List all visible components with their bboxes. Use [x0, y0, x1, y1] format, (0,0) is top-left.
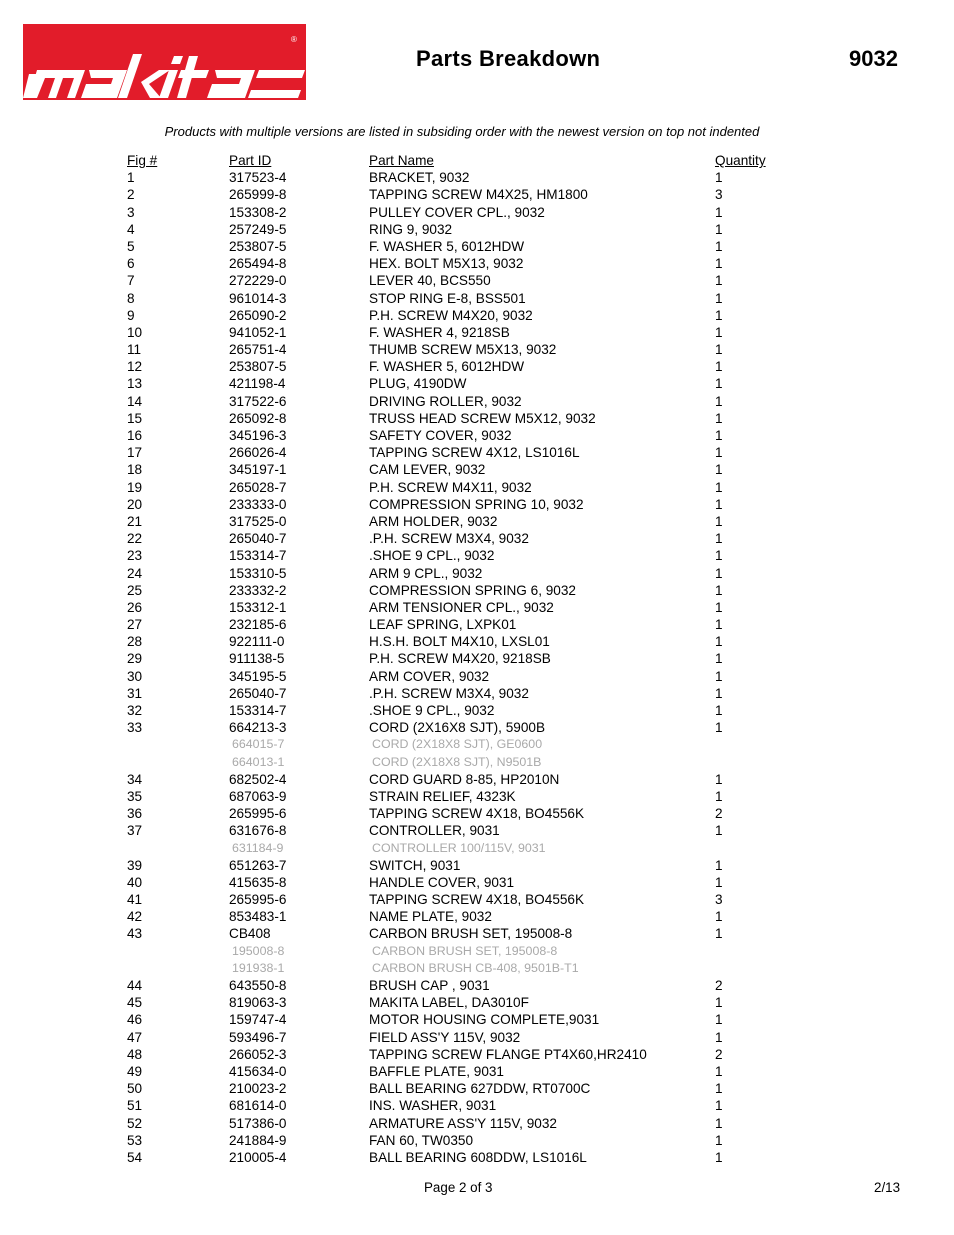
part-name-cell: ARMATURE ASS'Y 115V, 9032	[369, 1115, 557, 1131]
table-row	[0, 1149, 954, 1166]
part-id-cell: 272229-0	[229, 273, 287, 289]
part-id-cell: 317525-0	[229, 513, 287, 529]
table-row	[0, 272, 954, 289]
quantity-cell: 1	[715, 513, 723, 529]
quantity-cell: 1	[715, 221, 723, 237]
quantity-cell: 1	[715, 1081, 723, 1097]
quantity-cell: 2	[715, 806, 723, 822]
part-name-cell: TAPPING SCREW 4X12, LS1016L	[369, 445, 580, 461]
fig-cell: 54	[127, 1149, 143, 1165]
quantity-cell: 1	[715, 703, 723, 718]
quantity-cell: 1	[715, 1098, 723, 1114]
fig-cell: 10	[127, 324, 143, 340]
part-name-cell: P.H. SCREW M4X11, 9032	[369, 479, 532, 495]
part-name-cell: TAPPING SCREW 4X18, BO4556K	[369, 806, 585, 822]
part-name-cell: ARM TENSIONER CPL., 9032	[369, 599, 554, 615]
part-id-cell: 233333-0	[229, 496, 287, 512]
header-part-id: Part ID	[229, 153, 272, 168]
table-row	[0, 977, 954, 994]
table-row	[0, 393, 954, 410]
quantity-cell: 1	[715, 273, 723, 289]
table-row	[0, 994, 954, 1011]
quantity-cell: 1	[715, 359, 723, 375]
part-id-cell: 643550-8	[229, 978, 287, 993]
page-title: Parts Breakdown	[416, 46, 601, 71]
quantity-cell: 1	[715, 995, 723, 1011]
table-row-alt-version	[0, 840, 954, 857]
part-name-cell: CORD GUARD 8-85, HP2010N	[369, 771, 560, 787]
part-name-cell: DRIVING ROLLER, 9032	[369, 393, 522, 409]
fig-cell: 29	[127, 651, 143, 667]
part-name-cell: BALL BEARING 608DDW, LS1016L	[369, 1149, 587, 1165]
part-name-cell: COMPRESSION SPRING 6, 9032	[369, 582, 576, 598]
fig-cell: 46	[127, 1012, 143, 1028]
part-name-cell: STRAIN RELIEF, 4323K	[369, 788, 516, 804]
header-fig: Fig #	[127, 153, 158, 168]
fig-cell: 18	[127, 462, 143, 478]
table-row	[0, 599, 954, 616]
fig-cell: 42	[127, 909, 143, 925]
registered-mark: ®	[291, 35, 297, 44]
table-row	[0, 633, 954, 650]
table-row	[0, 341, 954, 358]
part-id-cell: 195008-8	[232, 943, 285, 958]
quantity-cell: 1	[715, 548, 723, 564]
table-header	[0, 152, 954, 169]
table-row	[0, 719, 954, 736]
part-id-cell: CB408	[229, 926, 271, 942]
part-name-cell: BRACKET, 9032	[369, 170, 470, 186]
part-id-cell: 265090-2	[229, 307, 287, 323]
quantity-cell: 1	[715, 926, 723, 942]
part-id-cell: 153314-7	[229, 548, 287, 564]
part-id-cell: 664013-1	[232, 754, 285, 769]
fig-cell: 25	[127, 582, 143, 598]
table-row	[0, 204, 954, 221]
part-id-cell: 922111-0	[229, 634, 285, 650]
table-row	[0, 444, 954, 461]
quantity-cell: 1	[715, 1132, 723, 1148]
part-name-cell: CONTROLLER 100/115V, 9031	[372, 840, 546, 855]
fig-cell: 2	[127, 187, 135, 203]
part-name-cell: FAN 60, TW0350	[369, 1132, 474, 1148]
table-row-alt-version	[0, 754, 954, 771]
table-row	[0, 771, 954, 788]
part-id-cell: 941052-1	[229, 324, 287, 340]
fig-cell: 13	[127, 376, 143, 392]
table-row	[0, 1097, 954, 1114]
part-name-cell: F. WASHER 5, 6012HDW	[369, 238, 525, 254]
quantity-cell: 1	[715, 238, 723, 254]
header-part-name: Part Name	[369, 153, 434, 168]
table-row	[0, 1080, 954, 1097]
part-name-cell: STOP RING E-8, BSS501	[369, 290, 526, 306]
fig-cell: 33	[127, 720, 143, 736]
fig-cell: 26	[127, 599, 143, 615]
quantity-cell: 1	[715, 290, 723, 306]
part-id-cell: 651263-7	[229, 857, 287, 873]
part-id-cell: 421198-4	[229, 376, 286, 392]
makita-logo-mark	[23, 24, 306, 100]
part-name-cell: CORD (2X16X8 SJT), 5900B	[369, 720, 546, 736]
quantity-cell: 1	[715, 479, 723, 495]
table-row	[0, 530, 954, 547]
part-id-cell: 819063-3	[229, 995, 287, 1011]
part-name-cell: .P.H. SCREW M3X4, 9032	[369, 685, 529, 701]
page-number: Page 2 of 3	[424, 1180, 493, 1195]
quantity-cell: 3	[715, 892, 723, 908]
quantity-cell: 1	[715, 376, 723, 392]
fig-cell: 19	[127, 479, 143, 495]
table-row	[0, 1115, 954, 1132]
quantity-cell: 1	[715, 204, 723, 220]
fig-cell: 43	[127, 926, 143, 942]
part-id-cell: 265040-7	[229, 531, 287, 547]
quantity-cell: 1	[715, 393, 723, 409]
part-id-cell: 265028-7	[229, 479, 287, 495]
fig-cell: 24	[127, 565, 143, 581]
table-row	[0, 461, 954, 478]
part-name-cell: HANDLE COVER, 9031	[369, 874, 515, 890]
part-id-cell: 664213-3	[229, 720, 287, 736]
header-quantity: Quantity	[715, 153, 766, 168]
part-name-cell: CORD (2X18X8 SJT), GE0600	[372, 737, 543, 752]
quantity-cell: 1	[715, 651, 723, 667]
part-name-cell: MAKITA LABEL, DA3010F	[369, 995, 529, 1011]
table-row	[0, 668, 954, 685]
quantity-cell: 1	[715, 857, 723, 873]
table-row	[0, 169, 954, 186]
fig-cell: 45	[127, 995, 143, 1011]
quantity-cell: 1	[715, 428, 723, 443]
fig-cell: 17	[127, 445, 143, 461]
part-name-cell: .SHOE 9 CPL., 9032	[369, 548, 495, 564]
quantity-cell: 1	[715, 1149, 723, 1165]
table-row	[0, 186, 954, 203]
fig-cell: 21	[127, 513, 143, 529]
part-name-cell: ARM COVER, 9032	[369, 668, 490, 684]
table-row	[0, 1011, 954, 1028]
part-name-cell: CARBON BRUSH CB-408, 9501B-T1	[372, 960, 579, 975]
part-id-cell: 345196-3	[229, 428, 287, 443]
part-name-cell: INS. WASHER, 9031	[369, 1098, 497, 1114]
part-name-cell: CAM LEVER, 9032	[369, 462, 486, 478]
table-row	[0, 582, 954, 599]
fig-cell: 3	[127, 204, 135, 220]
fig-cell: 28	[127, 634, 143, 650]
table-row	[0, 513, 954, 530]
part-name-cell: BALL BEARING 627DDW, RT0700C	[369, 1081, 591, 1097]
quantity-cell: 1	[715, 1063, 723, 1079]
part-id-cell: 631184-9	[232, 840, 284, 855]
table-row	[0, 1046, 954, 1063]
part-name-cell: ARM HOLDER, 9032	[369, 513, 498, 529]
part-name-cell: P.H. SCREW M4X20, 9218SB	[369, 651, 551, 667]
table-row	[0, 221, 954, 238]
fig-cell: 11	[127, 342, 142, 358]
quantity-cell: 1	[715, 1029, 723, 1045]
part-id-cell: 253807-5	[229, 238, 287, 254]
quantity-cell: 2	[715, 978, 723, 993]
part-id-cell: 265040-7	[229, 685, 287, 701]
quantity-cell: 1	[715, 720, 723, 736]
part-name-cell: LEAF SPRING, LXPK01	[369, 617, 517, 633]
table-row	[0, 324, 954, 341]
part-name-cell: THUMB SCREW M5X13, 9032	[369, 342, 557, 358]
fig-cell: 27	[127, 617, 143, 633]
part-id-cell: 153314-7	[229, 703, 287, 718]
part-id-cell: 232185-6	[229, 617, 287, 633]
quantity-cell: 1	[715, 874, 723, 890]
part-id-cell: 210023-2	[229, 1081, 287, 1097]
part-id-cell: 191938-1	[232, 960, 285, 975]
quantity-cell: 1	[715, 462, 723, 478]
table-row	[0, 857, 954, 874]
makita-logo	[23, 24, 306, 100]
part-name-cell: .P.H. SCREW M3X4, 9032	[369, 531, 529, 547]
fig-cell: 41	[127, 892, 143, 908]
part-id-cell: 345195-5	[229, 668, 287, 684]
revision-date: 2/13	[874, 1180, 901, 1195]
part-id-cell: 961014-3	[229, 290, 287, 306]
fig-cell: 15	[127, 410, 143, 426]
part-name-cell: SAFETY COVER, 9032	[369, 428, 512, 443]
part-name-cell: MOTOR HOUSING COMPLETE,9031	[369, 1012, 600, 1028]
part-name-cell: BAFFLE PLATE, 9031	[369, 1063, 504, 1079]
table-row	[0, 358, 954, 375]
part-name-cell: HEX. BOLT M5X13, 9032	[369, 256, 524, 272]
quantity-cell: 1	[715, 324, 723, 340]
quantity-cell: 1	[715, 771, 723, 787]
quantity-cell: 1	[715, 445, 723, 461]
part-name-cell: TAPPING SCREW FLANGE PT4X60,HR2410	[369, 1046, 647, 1062]
quantity-cell: 1	[715, 565, 723, 581]
part-id-cell: 266052-3	[229, 1046, 287, 1062]
part-id-cell: 265999-8	[229, 187, 287, 203]
part-id-cell: 153312-1	[229, 599, 287, 615]
part-name-cell: CORD (2X18X8 SJT), N9501B	[372, 754, 542, 769]
part-id-cell: 233332-2	[229, 582, 287, 598]
fig-cell: 6	[127, 256, 135, 272]
fig-cell: 40	[127, 874, 143, 890]
part-name-cell: FIELD ASS'Y 115V, 9032	[369, 1029, 521, 1045]
fig-cell: 49	[127, 1063, 143, 1079]
quantity-cell: 1	[715, 410, 723, 426]
part-name-cell: COMPRESSION SPRING 10, 9032	[369, 496, 584, 512]
fig-cell: 37	[127, 823, 143, 839]
quantity-cell: 1	[715, 788, 723, 804]
part-id-cell: 253807-5	[229, 359, 287, 375]
fig-cell: 1	[127, 170, 135, 186]
fig-cell: 14	[127, 393, 143, 409]
fig-cell: 9	[127, 307, 135, 323]
quantity-cell: 1	[715, 1012, 723, 1028]
part-name-cell: TRUSS HEAD SCREW M5X12, 9032	[369, 410, 596, 426]
table-row	[0, 685, 954, 702]
table-row-alt-version	[0, 960, 954, 977]
table-row	[0, 375, 954, 392]
fig-cell: 50	[127, 1081, 143, 1097]
part-id-cell: 159747-4	[229, 1012, 287, 1028]
fig-cell: 8	[127, 290, 135, 306]
part-name-cell: BRUSH CAP , 9031	[369, 978, 490, 993]
part-id-cell: 415635-8	[229, 874, 287, 890]
part-id-cell: 265092-8	[229, 410, 287, 426]
part-id-cell: 266026-4	[229, 445, 287, 461]
fig-cell: 36	[127, 806, 143, 822]
part-name-cell: H.S.H. BOLT M4X10, LXSL01	[369, 634, 550, 650]
table-row	[0, 702, 954, 719]
version-note: Products with multiple versions are listed in subsiding order with the newest version on top not indented	[164, 124, 760, 139]
table-body	[0, 169, 954, 1166]
fig-cell: 51	[127, 1098, 143, 1114]
table-row	[0, 427, 954, 444]
table-row	[0, 1063, 954, 1080]
part-name-cell: .SHOE 9 CPL., 9032	[369, 703, 495, 718]
table-row	[0, 891, 954, 908]
part-id-cell: 911138-5	[229, 651, 285, 667]
fig-cell: 35	[127, 788, 143, 804]
part-id-cell: 664015-7	[232, 737, 285, 752]
part-name-cell: TAPPING SCREW M4X25, HM1800	[369, 187, 588, 203]
table-row	[0, 805, 954, 822]
fig-cell: 16	[127, 428, 143, 443]
part-id-cell: 317522-6	[229, 393, 287, 409]
part-id-cell: 265995-6	[229, 806, 287, 822]
part-id-cell: 265751-4	[229, 342, 287, 358]
fig-cell: 30	[127, 668, 143, 684]
fig-cell: 5	[127, 238, 135, 254]
part-id-cell: 517386-0	[229, 1115, 287, 1131]
table-row	[0, 874, 954, 891]
part-name-cell: P.H. SCREW M4X20, 9032	[369, 307, 533, 323]
part-id-cell: 153308-2	[229, 204, 287, 220]
table-row	[0, 788, 954, 805]
quantity-cell: 1	[715, 531, 723, 547]
fig-cell: 53	[127, 1132, 143, 1148]
part-id-cell: 257249-5	[229, 221, 287, 237]
part-id-cell: 153310-5	[229, 565, 287, 581]
table-row	[0, 1132, 954, 1149]
part-name-cell: TAPPING SCREW 4X18, BO4556K	[369, 892, 585, 908]
quantity-cell: 1	[715, 634, 723, 650]
part-name-cell: LEVER 40, BCS550	[369, 273, 491, 289]
table-row	[0, 255, 954, 272]
part-id-cell: 265995-6	[229, 892, 287, 908]
part-id-cell: 681614-0	[229, 1098, 287, 1114]
part-name-cell: F. WASHER 4, 9218SB	[369, 324, 510, 340]
part-name-cell: SWITCH, 9031	[369, 857, 461, 873]
table-row	[0, 650, 954, 667]
quantity-cell: 1	[715, 599, 723, 615]
quantity-cell: 1	[715, 342, 723, 358]
fig-cell: 44	[127, 978, 143, 993]
quantity-cell: 1	[715, 307, 723, 323]
part-name-cell: RING 9, 9032	[369, 221, 453, 237]
part-id-cell: 682502-4	[229, 771, 287, 787]
part-name-cell: PLUG, 4190DW	[369, 376, 467, 392]
fig-cell: 31	[127, 685, 143, 701]
table-row	[0, 496, 954, 513]
fig-cell: 20	[127, 496, 143, 512]
table-row-alt-version	[0, 943, 954, 960]
quantity-cell: 1	[715, 685, 723, 701]
part-name-cell: CARBON BRUSH SET, 195008-8	[369, 926, 573, 942]
quantity-cell: 1	[715, 823, 723, 839]
table-row-alt-version	[0, 736, 954, 753]
fig-cell: 52	[127, 1115, 143, 1131]
part-id-cell: 210005-4	[229, 1149, 287, 1165]
table-row	[0, 1029, 954, 1046]
fig-cell: 22	[127, 531, 143, 547]
part-name-cell: NAME PLATE, 9032	[369, 909, 492, 925]
parts-table	[0, 152, 954, 1166]
quantity-cell: 3	[715, 187, 723, 203]
part-id-cell: 593496-7	[229, 1029, 287, 1045]
fig-cell: 12	[127, 359, 143, 375]
part-name-cell: F. WASHER 5, 6012HDW	[369, 359, 525, 375]
fig-cell: 4	[127, 221, 135, 237]
part-id-cell: 853483-1	[229, 909, 287, 925]
table-row	[0, 238, 954, 255]
part-id-cell: 415634-0	[229, 1063, 287, 1079]
quantity-cell: 2	[715, 1046, 723, 1062]
fig-cell: 47	[127, 1029, 143, 1045]
quantity-cell: 1	[715, 617, 723, 633]
part-id-cell: 345197-1	[229, 462, 287, 478]
table-row	[0, 290, 954, 307]
part-name-cell: CARBON BRUSH SET, 195008-8	[372, 943, 558, 958]
fig-cell: 7	[127, 273, 135, 289]
part-id-cell: 265494-8	[229, 256, 287, 272]
quantity-cell: 1	[715, 668, 723, 684]
fig-cell: 39	[127, 857, 143, 873]
part-name-cell: ARM 9 CPL., 9032	[369, 565, 483, 581]
table-row	[0, 616, 954, 633]
part-name-cell: PULLEY COVER CPL., 9032	[369, 204, 545, 220]
table-row	[0, 479, 954, 496]
quantity-cell: 1	[715, 582, 723, 598]
fig-cell: 34	[127, 771, 143, 787]
table-row	[0, 410, 954, 427]
table-row	[0, 925, 954, 942]
quantity-cell: 1	[715, 256, 723, 272]
fig-cell: 23	[127, 548, 143, 564]
fig-cell: 48	[127, 1046, 143, 1062]
table-row	[0, 822, 954, 839]
fig-cell: 32	[127, 703, 143, 718]
part-id-cell: 241884-9	[229, 1132, 287, 1148]
quantity-cell: 1	[715, 170, 723, 186]
table-row	[0, 565, 954, 582]
quantity-cell: 1	[715, 909, 723, 925]
model-number: 9032	[849, 46, 898, 71]
quantity-cell: 1	[715, 1115, 723, 1131]
table-row	[0, 307, 954, 324]
table-row	[0, 908, 954, 925]
part-id-cell: 687063-9	[229, 788, 287, 804]
table-row	[0, 547, 954, 564]
part-id-cell: 317523-4	[229, 170, 287, 186]
part-name-cell: CONTROLLER, 9031	[369, 823, 500, 839]
quantity-cell: 1	[715, 496, 723, 512]
part-id-cell: 631676-8	[229, 823, 287, 839]
